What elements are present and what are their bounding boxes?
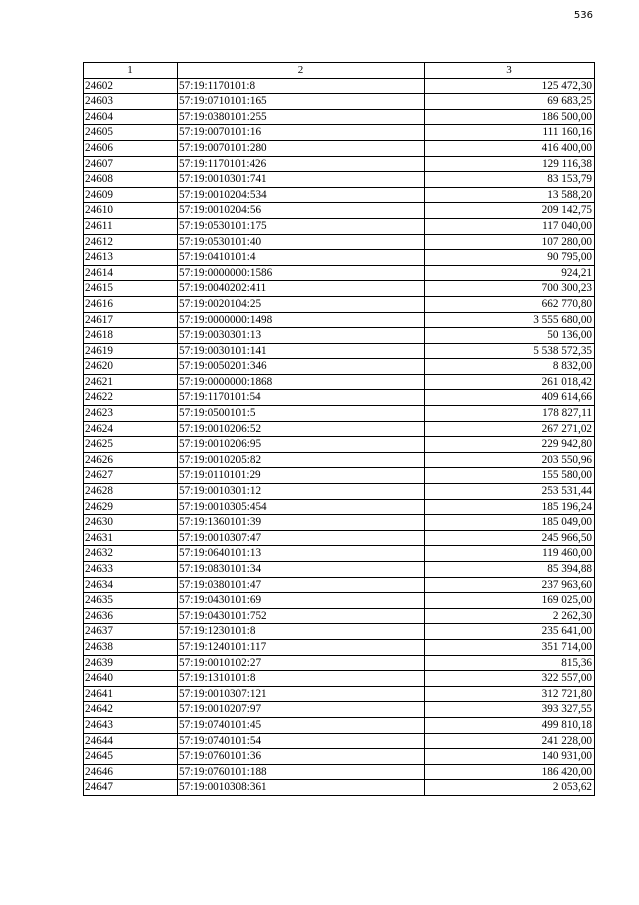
cadastral-number-cell: 57:19:0830101:34	[178, 562, 425, 578]
row-number-cell: 24631	[84, 530, 178, 546]
cadastral-number-cell: 57:19:0010204:56	[178, 203, 425, 219]
table-row	[84, 468, 595, 484]
row-number-cell: 24629	[84, 499, 178, 515]
column-header-1: 1	[84, 63, 178, 79]
row-number-cell: 24622	[84, 390, 178, 406]
table-row	[84, 296, 595, 312]
cadastral-value-cell: 85 394,88	[425, 562, 595, 578]
row-number-cell: 24642	[84, 702, 178, 718]
cadastral-value-cell: 499 810,18	[425, 717, 595, 733]
table-row	[84, 250, 595, 266]
cadastral-number-cell: 57:19:0010206:95	[178, 437, 425, 453]
cadastral-value-cell: 253 531,44	[425, 484, 595, 500]
cadastral-number-cell: 57:19:0530101:40	[178, 234, 425, 250]
cadastral-value-cell: 237 963,60	[425, 577, 595, 593]
table-row	[84, 125, 595, 141]
table-row	[84, 577, 595, 593]
row-number-cell: 24634	[84, 577, 178, 593]
cadastral-value-cell: 245 966,50	[425, 530, 595, 546]
row-number-cell: 24619	[84, 343, 178, 359]
cadastral-number-cell: 57:19:0710101:165	[178, 94, 425, 110]
row-number-cell: 24628	[84, 484, 178, 500]
row-number-cell: 24627	[84, 468, 178, 484]
cadastral-number-cell: 57:19:0010205:82	[178, 452, 425, 468]
row-number-cell: 24610	[84, 203, 178, 219]
cadastral-number-cell: 57:19:0010204:534	[178, 187, 425, 203]
cadastral-number-cell: 57:19:0410101:4	[178, 250, 425, 266]
table-row	[84, 172, 595, 188]
cadastral-number-cell: 57:19:0000000:1868	[178, 374, 425, 390]
row-number-cell: 24604	[84, 109, 178, 125]
cadastral-number-cell: 57:19:0530101:175	[178, 218, 425, 234]
row-number-cell: 24621	[84, 374, 178, 390]
cadastral-value-cell: 169 025,00	[425, 593, 595, 609]
cadastral-number-cell: 57:19:0040202:411	[178, 281, 425, 297]
cadastral-number-cell: 57:19:0000000:1586	[178, 265, 425, 281]
cadastral-number-cell: 57:19:0500101:5	[178, 406, 425, 422]
cadastral-value-cell: 924,21	[425, 265, 595, 281]
row-number-cell: 24611	[84, 218, 178, 234]
row-number-cell: 24641	[84, 686, 178, 702]
table-row	[84, 593, 595, 609]
cadastral-number-cell: 57:19:0010102:27	[178, 655, 425, 671]
row-number-cell: 24609	[84, 187, 178, 203]
cadastral-number-cell: 57:19:0070101:16	[178, 125, 425, 141]
cadastral-number-cell: 57:19:0070101:280	[178, 140, 425, 156]
row-number-cell: 24602	[84, 78, 178, 94]
cadastral-number-cell: 57:19:1360101:39	[178, 515, 425, 531]
row-number-cell: 24646	[84, 764, 178, 780]
cadastral-value-cell: 129 116,38	[425, 156, 595, 172]
row-number-cell: 24617	[84, 312, 178, 328]
table-row	[84, 639, 595, 655]
cadastral-value-cell: 2 262,30	[425, 608, 595, 624]
row-number-cell: 24645	[84, 749, 178, 765]
cadastral-value-cell: 185 049,00	[425, 515, 595, 531]
row-number-cell: 24603	[84, 94, 178, 110]
cadastral-value-cell: 119 460,00	[425, 546, 595, 562]
table-row	[84, 624, 595, 640]
cadastral-value-cell: 229 942,80	[425, 437, 595, 453]
row-number-cell: 24625	[84, 437, 178, 453]
table-row	[84, 546, 595, 562]
table-row	[84, 140, 595, 156]
cadastral-value-cell: 178 827,11	[425, 406, 595, 422]
cadastral-number-cell: 57:19:0760101:36	[178, 749, 425, 765]
table-row	[84, 234, 595, 250]
row-number-cell: 24607	[84, 156, 178, 172]
column-header-2: 2	[178, 63, 425, 79]
cadastral-value-cell: 3 555 680,00	[425, 312, 595, 328]
cadastral-number-cell: 57:19:0430101:752	[178, 608, 425, 624]
table-row	[84, 109, 595, 125]
cadastral-value-cell: 235 641,00	[425, 624, 595, 640]
cadastral-value-cell: 416 400,00	[425, 140, 595, 156]
row-number-cell: 24623	[84, 406, 178, 422]
cadastral-number-cell: 57:19:0020104:25	[178, 296, 425, 312]
row-number-cell: 24620	[84, 359, 178, 375]
table-row	[84, 218, 595, 234]
table-row	[84, 515, 595, 531]
cadastral-value-cell: 50 136,00	[425, 328, 595, 344]
table-row	[84, 94, 595, 110]
cadastral-value-cell: 185 196,24	[425, 499, 595, 515]
cadastral-number-cell: 57:19:1170101:54	[178, 390, 425, 406]
cadastral-value-cell: 13 588,20	[425, 187, 595, 203]
cadastral-value-cell: 8 832,00	[425, 359, 595, 375]
table-row	[84, 312, 595, 328]
cadastral-number-cell: 57:19:1170101:426	[178, 156, 425, 172]
cadastral-value-cell: 209 142,75	[425, 203, 595, 219]
row-number-cell: 24632	[84, 546, 178, 562]
row-number-cell: 24638	[84, 639, 178, 655]
row-number-cell: 24614	[84, 265, 178, 281]
cadastral-number-cell: 57:19:1170101:8	[178, 78, 425, 94]
cadastral-value-cell: 662 770,80	[425, 296, 595, 312]
row-number-cell: 24613	[84, 250, 178, 266]
cadastral-value-cell: 700 300,23	[425, 281, 595, 297]
cadastral-value-cell: 69 683,25	[425, 94, 595, 110]
table-row	[84, 733, 595, 749]
table-row	[84, 562, 595, 578]
cadastral-number-cell: 57:19:0000000:1498	[178, 312, 425, 328]
table-row	[84, 374, 595, 390]
table-body	[84, 78, 595, 795]
cadastral-number-cell: 57:19:0010307:47	[178, 530, 425, 546]
table-row	[84, 203, 595, 219]
cadastral-number-cell: 57:19:0050201:346	[178, 359, 425, 375]
cadastral-value-cell: 186 500,00	[425, 109, 595, 125]
cadastral-value-cell: 117 040,00	[425, 218, 595, 234]
table-row	[84, 702, 595, 718]
cadastral-value-cell: 5 538 572,35	[425, 343, 595, 359]
page-number: 536	[573, 10, 593, 21]
cadastral-number-cell: 57:19:0010207:97	[178, 702, 425, 718]
row-number-cell: 24626	[84, 452, 178, 468]
row-number-cell: 24640	[84, 671, 178, 687]
cadastral-value-cell: 322 557,00	[425, 671, 595, 687]
table-row	[84, 187, 595, 203]
cadastral-value-cell: 2 053,62	[425, 780, 595, 796]
cadastral-number-cell: 57:19:0740101:45	[178, 717, 425, 733]
table-row	[84, 686, 595, 702]
cadastral-value-cell: 409 614,66	[425, 390, 595, 406]
cadastral-number-cell: 57:19:0110101:29	[178, 468, 425, 484]
cadastral-value-cell: 351 714,00	[425, 639, 595, 655]
table-row	[84, 484, 595, 500]
table-row	[84, 671, 595, 687]
table-row	[84, 78, 595, 94]
table-row	[84, 390, 595, 406]
row-number-cell: 24630	[84, 515, 178, 531]
table-row	[84, 343, 595, 359]
cadastral-value-table	[83, 62, 595, 796]
cadastral-value-cell: 107 280,00	[425, 234, 595, 250]
table-row	[84, 328, 595, 344]
table-row	[84, 421, 595, 437]
table-row	[84, 655, 595, 671]
cadastral-value-cell: 155 580,00	[425, 468, 595, 484]
cadastral-value-cell: 241 228,00	[425, 733, 595, 749]
table-row	[84, 406, 595, 422]
table-row	[84, 608, 595, 624]
table-row	[84, 281, 595, 297]
row-number-cell: 24637	[84, 624, 178, 640]
row-number-cell: 24605	[84, 125, 178, 141]
table-row	[84, 530, 595, 546]
row-number-cell: 24636	[84, 608, 178, 624]
cadastral-value-cell: 267 271,02	[425, 421, 595, 437]
row-number-cell: 24616	[84, 296, 178, 312]
cadastral-value-cell: 312 721,80	[425, 686, 595, 702]
cadastral-number-cell: 57:19:0030101:141	[178, 343, 425, 359]
row-number-cell: 24618	[84, 328, 178, 344]
table-row	[84, 764, 595, 780]
cadastral-number-cell: 57:19:0010301:741	[178, 172, 425, 188]
cadastral-value-cell: 140 931,00	[425, 749, 595, 765]
cadastral-value-cell: 186 420,00	[425, 764, 595, 780]
table-row	[84, 452, 595, 468]
table-row	[84, 359, 595, 375]
cadastral-value-cell: 125 472,30	[425, 78, 595, 94]
table-row	[84, 780, 595, 796]
cadastral-value-cell: 111 160,16	[425, 125, 595, 141]
row-number-cell: 24624	[84, 421, 178, 437]
cadastral-number-cell: 57:19:0010308:361	[178, 780, 425, 796]
cadastral-number-cell: 57:19:0380101:47	[178, 577, 425, 593]
table-row	[84, 717, 595, 733]
cadastral-number-cell: 57:19:0640101:13	[178, 546, 425, 562]
cadastral-number-cell: 57:19:0740101:54	[178, 733, 425, 749]
cadastral-number-cell: 57:19:0380101:255	[178, 109, 425, 125]
cadastral-number-cell: 57:19:0010307:121	[178, 686, 425, 702]
row-number-cell: 24644	[84, 733, 178, 749]
table-row	[84, 265, 595, 281]
cadastral-number-cell: 57:19:0430101:69	[178, 593, 425, 609]
row-number-cell: 24633	[84, 562, 178, 578]
table-row	[84, 437, 595, 453]
row-number-cell: 24639	[84, 655, 178, 671]
cadastral-value-cell: 83 153,79	[425, 172, 595, 188]
cadastral-value-cell: 261 018,42	[425, 374, 595, 390]
table-row	[84, 156, 595, 172]
row-number-cell: 24612	[84, 234, 178, 250]
cadastral-value-cell: 815,36	[425, 655, 595, 671]
table-row	[84, 499, 595, 515]
row-number-cell: 24606	[84, 140, 178, 156]
cadastral-value-cell: 90 795,00	[425, 250, 595, 266]
cadastral-number-cell: 57:19:1240101:117	[178, 639, 425, 655]
cadastral-number-cell: 57:19:0010206:52	[178, 421, 425, 437]
table-row	[84, 749, 595, 765]
cadastral-number-cell: 57:19:0010305:454	[178, 499, 425, 515]
column-header-3: 3	[425, 63, 595, 79]
cadastral-value-cell: 203 550,96	[425, 452, 595, 468]
cadastral-number-cell: 57:19:1230101:8	[178, 624, 425, 640]
cadastral-value-cell: 393 327,55	[425, 702, 595, 718]
cadastral-number-cell: 57:19:1310101:8	[178, 671, 425, 687]
row-number-cell: 24615	[84, 281, 178, 297]
row-number-cell: 24643	[84, 717, 178, 733]
cadastral-number-cell: 57:19:0030301:13	[178, 328, 425, 344]
cadastral-number-cell: 57:19:0760101:188	[178, 764, 425, 780]
row-number-cell: 24647	[84, 780, 178, 796]
row-number-cell: 24608	[84, 172, 178, 188]
cadastral-number-cell: 57:19:0010301:12	[178, 484, 425, 500]
table-header-row	[84, 63, 595, 79]
row-number-cell: 24635	[84, 593, 178, 609]
